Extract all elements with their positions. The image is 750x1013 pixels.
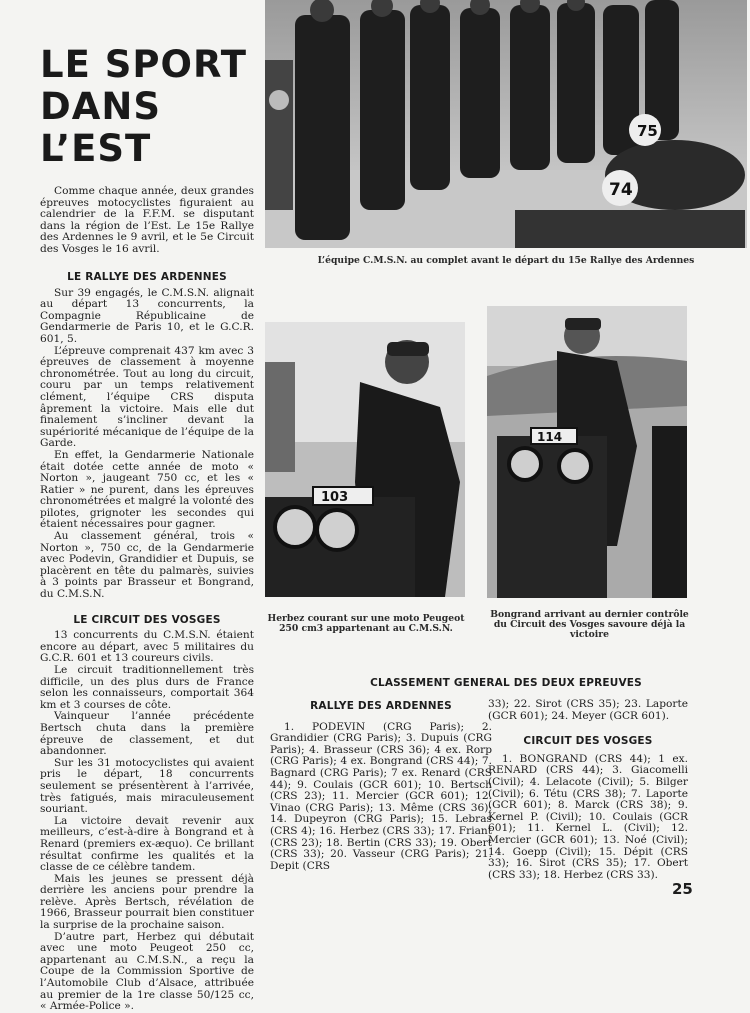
title-line-2: DANS [40,85,161,128]
rallye-results [270,701,492,872]
rallye-results-heading: RALLYE DES ARDENNES [310,700,452,712]
vosges-results [488,699,688,881]
title-line-3: L’EST [40,127,152,170]
paragraph: Vainqueur l’année précédente Bertsch chuta dans la première épreuve de classement, et dut abandonner. [40,710,254,758]
paragraph: L’épreuve comprenait 437 km avec 3 épreuves de classement à moyenne chronométrée. Tout au long du circuit, couru par un temps relativement clément, l’équipe CRS disputa âprement la victoire. Mais elle dut finalement s’incliner devant la supériorité mécanique de l’équipe de la Garde. [40,344,254,450]
vosges-results-heading: CIRCUIT DES VOSGES [523,735,653,748]
caption-left: Herbez courant sur une moto Peugeot 250 cm3 appartenant au C.M.S.N. [267,613,465,634]
intro-paragraph: Comme chaque année, deux grandes épreuves motocyclistes figuraient au calendrier de la F.F.M. se disputant dans la région de l’Est. Le 15e Rallye des Ardennes le 9 avril, et le 5e Circuit des Vosges le 16 avril. [40,185,254,255]
section-heading-vosges: LE CIRCUIT DES VOSGES [73,613,221,626]
paragraph: D’autre part, Herbez qui débutait avec une moto Peugeot 250 cc, appartenant au C.M.S.N., a reçu la Coupe de la Commission Sportive de l’Automobile Club d’Alsace, attribuée au premier de la 1re classe 50/125 cc, « Armée-Police ». [40,930,254,1013]
classement-heading: CLASSEMENT GENERAL DES DEUX EPREUVES [370,677,642,689]
paragraph: Sur les 31 motocyclistes qui avaient pris le départ, 18 concurrents seulement se présentèrent à l’arrivée, très fatigués, mais miraculeusement souriant. [40,756,254,816]
paragraph: Au classement général, trois « Norton », 750 cc, de la Gendarmerie avec Podevin, Grandidier et Dupuis, se placèrent en tête du palmarès, suivies à 3 points par Brasseur et Bongrand, du C.M.S.N. [40,530,254,601]
paragraph: Sur 39 engagés, le C.M.S.N. alignait au départ 13 concurrents, la Compagnie Républicaine de Gendarmerie de Paris 10, et le G.C.R. 601, 5. [40,286,254,345]
page-number: 25 [672,880,693,898]
paragraph: Le circuit traditionnellement très difficile, un des plus durs de France selon les connaisseurs, comportait 364 km et 3 courses de côte. [40,664,254,711]
rallye-results-text: 1. PODEVIN (CRG Paris); 2. Grandidier (CRG Paris); 3. Dupuis (CRG Paris); 4. Brasseur (CRS 36); 4 ex. Rorp (CRG Paris); 4 ex. Bongrand (CRS 44); 7. Bagnard (CRG Paris); 7 ex. Renard (CRS 44); 9. Coulais (GCR 601); 10. Bertsch (CRS 23); 11. Mercier (GCR 601); 12. Vinao (CRG Paris); 13. Même (CRS 36); 14. Dupeyron (CRG Paris); 15. Lebras (CRS 4); 16. Herbez (CRS 33); 17. Friant (CRS 23); 18. Bertin (CRS 33); 19. Obert (CRS 33); 20. Vasseur (CRG Paris); 21. Depit (CRS [270,720,492,872]
caption-top: L’équipe C.M.S.N. au complet avant le départ du 15e Rallye des Ardennes [317,255,695,266]
paragraph: La victoire devait revenir aux meilleurs, c’est-à-dire à Bongrand et à Renard (premiers ex-æquo). Ce brillant résultat confirme les qualités et la classe de ce célèbre tandem. [40,814,254,874]
caption-right: Bongrand arrivant au dernier contrôle du Circuit des Vosges savoure déjà la victoire [490,609,689,640]
left-column [40,272,254,1013]
title-line-1: LE SPORT [40,43,248,86]
bongrand-photo-illustration [487,306,687,598]
paragraph: En effet, la Gendarmerie Nationale était dotée cette année de moto « Norton », jaugeant 750 cc, et les « Ratier » ne purent, dans les épreuves chronométrées et malgré la volonté des pilotes, grignoter les secondes qui étaient nécessaires pour gagner. [40,448,254,531]
paragraph: Mais les jeunes se pressent déjà derrière les anciens pour prendre la relève. Après Bertsch, révélation de 1966, Brasseur pourrait bien constituer la surprise de la prochaine saison. [40,872,254,932]
photo-number-a: 75 [637,122,658,140]
page-title [40,44,260,170]
paragraph: 13 concurrents du C.M.S.N. étaient encore au départ, avec 5 militaires du G.C.R. 601 et 13 coureurs civils. [40,629,254,665]
photo-number-c: 103 [321,490,349,505]
vosges-results-text: 1. BONGRAND (CRS 44); 1 ex. RENARD (CRS 44); 3. Giacomelli (Civil); 4. Lelacote (Civil); 5. Bilger (Civil); 6. Tétu (CRS 38); 7. Laporte (GCR 601); 8. Marck (CRS 38); 9. Kernel P. (Civil); 10. Coulais (GCR 601); 11. Kernel L. (Civil); 12. Mercier (GCR 601); 13. Noé (Civil); 14. Goepp (Civil); 15. Dépit (CRS 33); 16. Sirot (CRS 35); 17. Obert (CRS 33); 18. Herbez (CRS 33). [488,752,688,881]
bongrand-photo [487,306,687,598]
team-photo-illustration [265,0,747,248]
herbez-photo [265,322,465,597]
rallye-results-continued: 33); 22. Sirot (CRS 35); 23. Laporte (GCR 601); 24. Meyer (GCR 601). [488,698,688,722]
herbez-photo-illustration [265,322,465,597]
team-photo [265,0,747,248]
photo-number-b: 74 [609,180,633,200]
photo-number-d: 114 [537,430,563,444]
section-heading-rallye: LE RALLYE DES ARDENNES [67,271,227,283]
